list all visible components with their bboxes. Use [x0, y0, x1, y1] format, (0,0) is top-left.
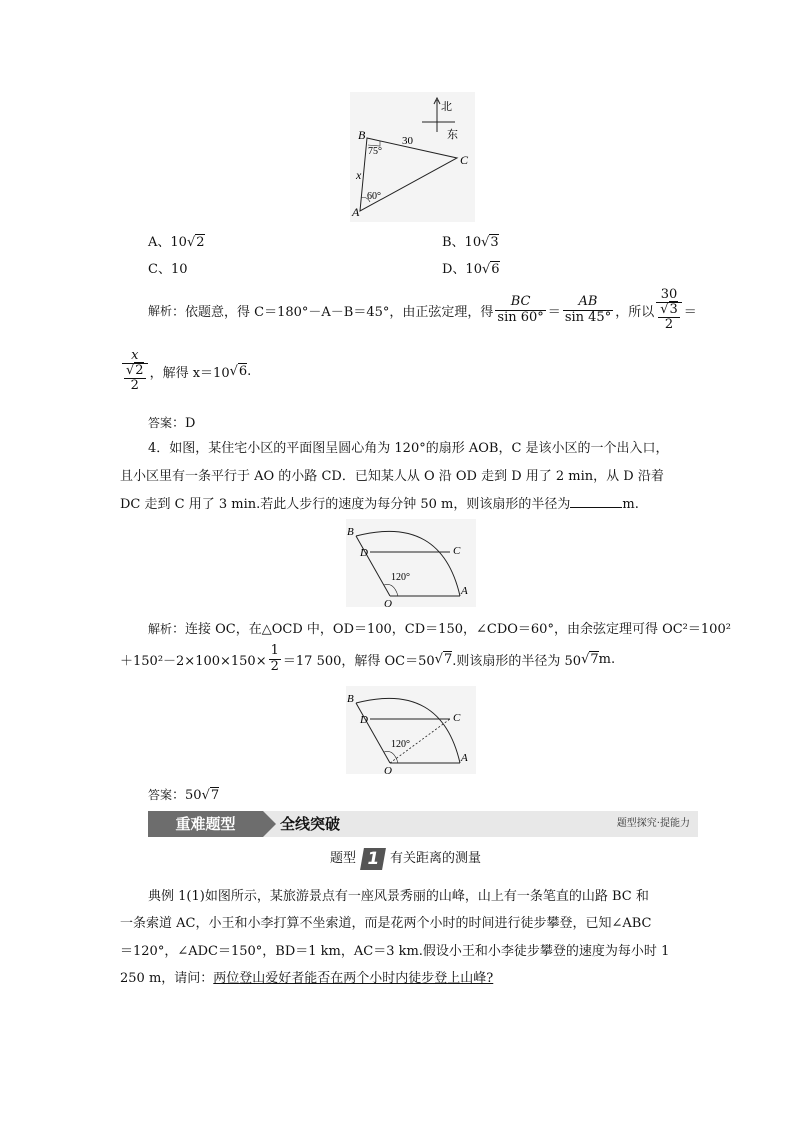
sector-figure-solution [346, 686, 476, 774]
option-c: C、10 [148, 262, 188, 277]
jiexi-label: 解析 [148, 303, 173, 318]
label-d: D [360, 547, 368, 559]
fraction-x: $\frac{x}{\frac{√2}{2}}$ [122, 349, 148, 394]
label-a: A [352, 205, 360, 219]
banner-left-title: 重难题型 [148, 811, 263, 837]
label-a: A [461, 585, 468, 597]
example-line2: 一条索道 AC，小王和小李打算不坐索道，而是花两个小时的时间进行徒步攀登，已知∠ABC [120, 916, 652, 931]
label-c: C [453, 545, 461, 557]
q4-answer: 答案：50√7 [148, 788, 220, 803]
fraction-half: $\frac{1}{2}$ [270, 643, 279, 674]
sector-figure [346, 519, 476, 607]
section-number-badge: 1 [360, 848, 386, 870]
fraction-ab: $\frac{AB}{\sin 45^\circ}$ [564, 294, 612, 325]
q4-line1: 4．如图，某住宅小区的平面图呈圆心角为 120°的扇形 AOB，C 是该小区的一个出入口， [148, 441, 669, 456]
fraction-bc: $\frac{BC}{\sin 60^\circ}$ [497, 294, 544, 325]
svg-text:B: B [347, 693, 354, 705]
svg-text:120°: 120° [391, 739, 410, 750]
label-angle: 120° [391, 572, 410, 583]
label-east: 东 [447, 129, 458, 141]
banner-right-caption: 题型探究·提能力 [616, 818, 690, 829]
svg-text:D: D [360, 714, 368, 726]
svg-text:O: O [384, 765, 392, 774]
q4-line2: 且小区里有一条平行于 AO 的小路 CD．已知某人从 O 沿 OD 走到 D 用了 2 min，从 D 沿着 [120, 469, 664, 484]
q3-answer: 答案：D [148, 416, 196, 431]
option-a: A、10√2 [148, 235, 205, 250]
fraction-30: $\frac{30}{\frac{√3}{2}}$ [656, 288, 682, 333]
example-line3: ＝120°，∠ADC＝150°，BD＝1 km，AC＝3 km.假设小王和小李徒步攀登的速度为每小时 1 [120, 944, 670, 959]
option-d: D、10√6 [442, 262, 500, 277]
example-line4: 250 m，请问：两位登山爱好者能否在两个小时内徒步登上山峰? [120, 971, 494, 986]
answer-blank [570, 507, 622, 508]
section-banner [148, 811, 698, 837]
q4-solution-line2: ＋150²－2×100×150× $\frac{1}{2}$ ＝17 500，解得 OC＝50 √ 7 .则该扇形的半径为 50 √ 7 m. [120, 643, 616, 674]
label-north: 北 [441, 101, 452, 113]
svg-text:C: C [453, 712, 461, 724]
label-b: B [347, 526, 354, 538]
example-line1: 典例 1(1)如图所示，某旅游景点有一座风景秀丽的山峰，山上有一条笔直的山路 BC 和 [148, 889, 649, 904]
q4-solution-line1: 解析：连接 OC，在△OCD 中，OD＝100，CD＝150，∠CDO＝60°，由余弦定理可得 OC²＝100² [148, 622, 731, 637]
label-b: B [358, 128, 366, 142]
q3-solution-line2: $\frac{x}{\frac{√2}{2}}$ ，解得 x＝10 √ 6 . [120, 342, 251, 400]
label-c: C [460, 153, 469, 167]
option-b: B、10√3 [442, 235, 499, 250]
svg-text:A: A [461, 752, 468, 764]
q4-line3: DC 走到 C 用了 3 min.若此人步行的速度为每分钟 50 m，则该扇形的半径为 m. [120, 497, 639, 512]
label-side-30: 30 [402, 135, 413, 147]
label-x: x [356, 168, 362, 182]
section-title: 题型 1 有关距离的测量 [330, 848, 482, 869]
label-angle-a: 60° [367, 191, 381, 202]
label-o: O [384, 598, 392, 607]
q3-solution-line1: 解析 ：依题意，得 C＝180°－A－B＝45°，由正弦定理，得 $\frac{BC}{\sin 60^\circ}$ ＝ $\frac{AB}{\sin 45^\circ}$ ，所以 $\frac{30}{\frac{√3}{2}}$ ＝ [148, 286, 697, 333]
label-angle-b: 75° [368, 146, 382, 157]
triangle-figure [350, 92, 475, 222]
banner-center-title: 全线突破 [280, 815, 341, 833]
